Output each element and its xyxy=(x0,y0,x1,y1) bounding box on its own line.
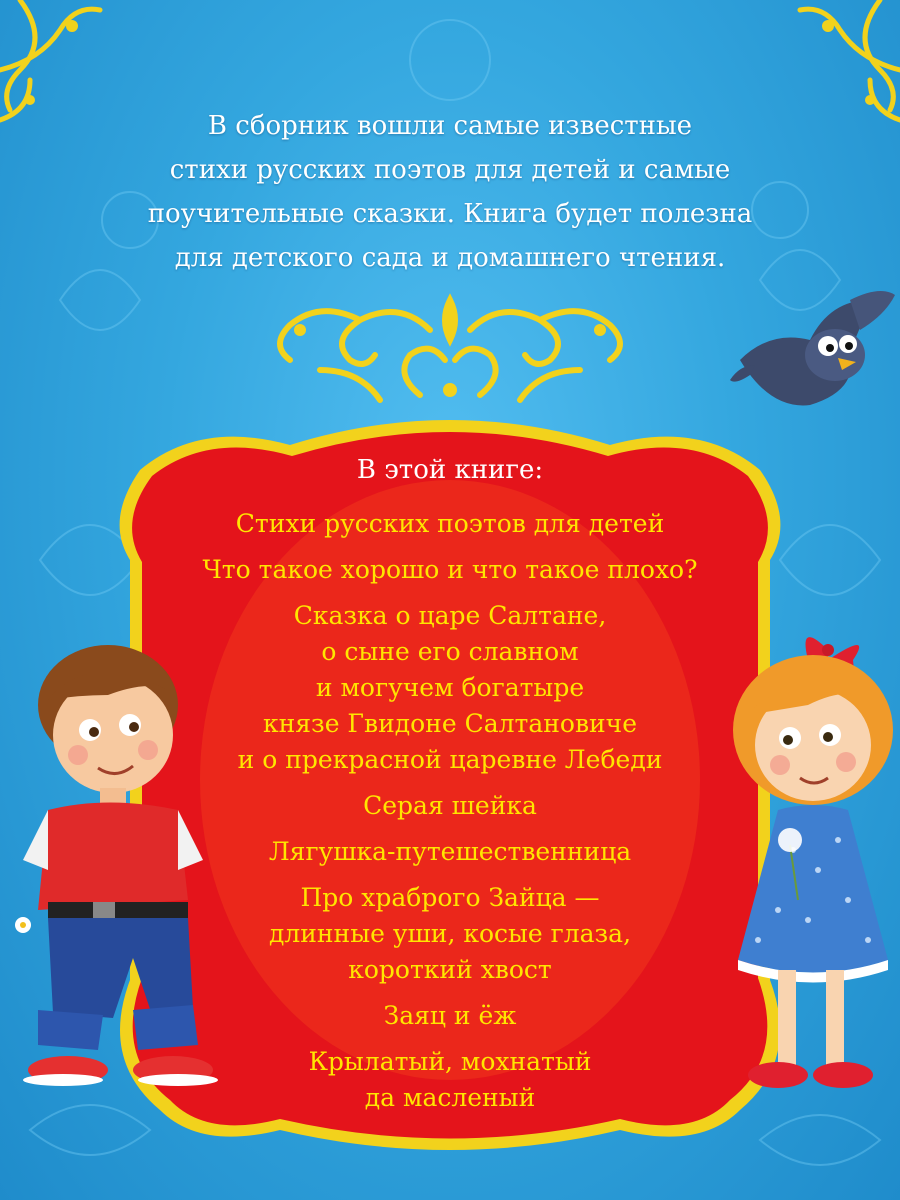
contents-item-line: князе Гвидоне Салтановиче xyxy=(263,709,637,738)
book-contents xyxy=(150,448,750,1126)
contents-item-line: Лягушка-путешественница xyxy=(268,837,632,866)
contents-item xyxy=(150,880,750,988)
girl-illustration xyxy=(718,620,900,1120)
contents-item-line: и могучем богатыре xyxy=(315,673,585,702)
intro-line: поучительные сказки. Книга будет полезна xyxy=(147,199,753,229)
contents-item-line: Про храброго Зайца — xyxy=(300,883,600,912)
contents-item-line: короткий хвост xyxy=(348,955,552,984)
contents-item-line: и о прекрасной царевне Лебеди xyxy=(237,745,663,774)
contents-item-line: Что такое хорошо и что такое плохо? xyxy=(202,555,698,584)
contents-item-line: Стихи русских поэтов для детей xyxy=(235,509,665,538)
intro-line: для детского сада и домашнего чтения. xyxy=(174,243,726,273)
contents-item xyxy=(150,788,750,824)
contents-item-line: да масленый xyxy=(364,1083,536,1112)
contents-item xyxy=(150,552,750,588)
contents-heading: В этой книге: xyxy=(356,455,544,485)
intro-line: стихи русских поэтов для детей и самые xyxy=(169,155,731,185)
contents-item xyxy=(150,598,750,778)
contents-item-line: Заяц и ёж xyxy=(383,1001,517,1030)
contents-item xyxy=(150,834,750,870)
bird-illustration xyxy=(730,280,900,410)
contents-item-line: длинные уши, косые глаза, xyxy=(268,919,632,948)
contents-item-line: Серая шейка xyxy=(363,791,537,820)
contents-item-line: о сыне его славном xyxy=(321,637,579,666)
contents-item-line: Сказка о царе Салтане, xyxy=(293,601,607,630)
boy-illustration xyxy=(8,640,223,1110)
contents-item xyxy=(150,998,750,1034)
intro-line: В сборник вошли самые известные xyxy=(207,111,693,141)
contents-item-line: Крылатый, мохнатый xyxy=(308,1047,592,1076)
contents-item xyxy=(150,506,750,542)
contents-item xyxy=(150,1044,750,1116)
